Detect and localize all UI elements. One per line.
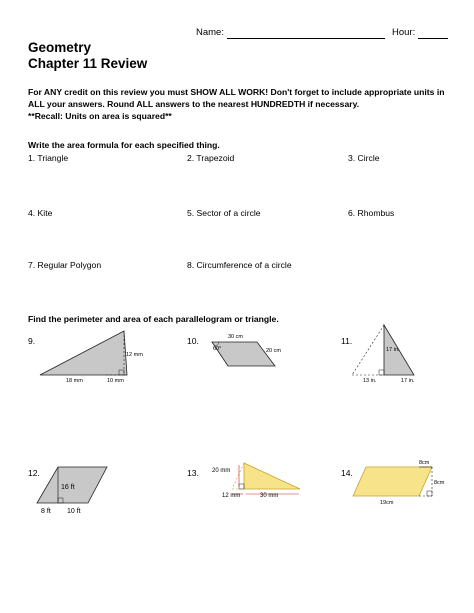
problem-10-label-top: 30 cm [228, 334, 243, 340]
problem-14-label-top: 8cm [419, 460, 430, 466]
item-regular-polygon: 7. Regular Polygon [28, 260, 102, 270]
title-line1: Geometry [28, 40, 92, 55]
problem-10-label-side: 20 cm [266, 348, 281, 354]
item-rhombus: 6. Rhombus [348, 208, 395, 218]
problem-13-label-height: 20 mm [212, 468, 231, 474]
problem-12-label-right: 10 ft [67, 508, 81, 515]
item-trapezoid: 2. Trapezoid [187, 153, 235, 163]
problem-11-number: 11. [341, 336, 353, 346]
title-line2: Chapter 11 Review [28, 56, 148, 71]
problem-14-figure [353, 460, 445, 506]
hour-label: Hour: [392, 27, 416, 38]
problem-10-label-angle: 60° [213, 346, 222, 352]
problem-9-label-base: 18 mm [66, 378, 83, 384]
problem-10-figure [212, 334, 281, 366]
instruction-line2: ALL your answers. Round ALL answers to the nearest HUNDREDTH if necessary. [28, 99, 360, 109]
problem-12-number: 12. [28, 468, 40, 478]
problem-10-parallelogram [212, 342, 275, 366]
item-sector: 5. Sector of a circle [187, 208, 261, 218]
instruction-line3: **Recall: Units on area is squared** [28, 111, 172, 121]
problem-11-label-left: 13 in. [363, 378, 377, 384]
problem-11-label-base: 17 in. [401, 378, 415, 384]
problem-9-label-height: 12 mm [126, 352, 143, 358]
problem-14-label-base: 19cm [380, 500, 394, 506]
problem-9-figure [40, 331, 143, 384]
problem-13-triangle [244, 463, 300, 489]
instruction-line1: For ANY credit on this review you must SHOW ALL WORK! Don't forget to include appropriate units in [28, 87, 445, 97]
problem-13-label-left: 12 mm [222, 493, 241, 499]
problem-13-number: 13. [187, 468, 199, 478]
section1-heading: Write the area formula for each specified thing. [28, 140, 220, 150]
problem-13-label-base: 30 mm [260, 493, 279, 499]
problem-9-triangle [40, 331, 127, 375]
item-triangle: 1. Triangle [28, 153, 69, 163]
problem-10-number: 10. [187, 336, 199, 346]
name-label: Name: [196, 27, 224, 38]
problem-14-number: 14. [341, 468, 353, 478]
problem-9-label-extension: 10 mm [107, 378, 124, 384]
item-circumference: 8. Circumference of a circle [187, 260, 292, 270]
problem-13-figure [212, 463, 300, 499]
problem-12-label-height: 16 ft [61, 484, 75, 491]
problem-9-number: 9. [28, 336, 36, 346]
problem-11-label-height: 17 in. [386, 347, 400, 353]
problem-12-label-left: 8 ft [41, 508, 51, 515]
item-circle: 3. Circle [348, 153, 380, 163]
problem-12-figure [37, 467, 107, 515]
item-kite: 4. Kite [28, 208, 53, 218]
problem-14-label-height: 8cm [434, 480, 445, 486]
problem-14-parallelogram [353, 467, 432, 496]
section2-heading: Find the perimeter and area of each parallelogram or triangle. [28, 314, 279, 324]
problem-11-figure [352, 325, 415, 384]
